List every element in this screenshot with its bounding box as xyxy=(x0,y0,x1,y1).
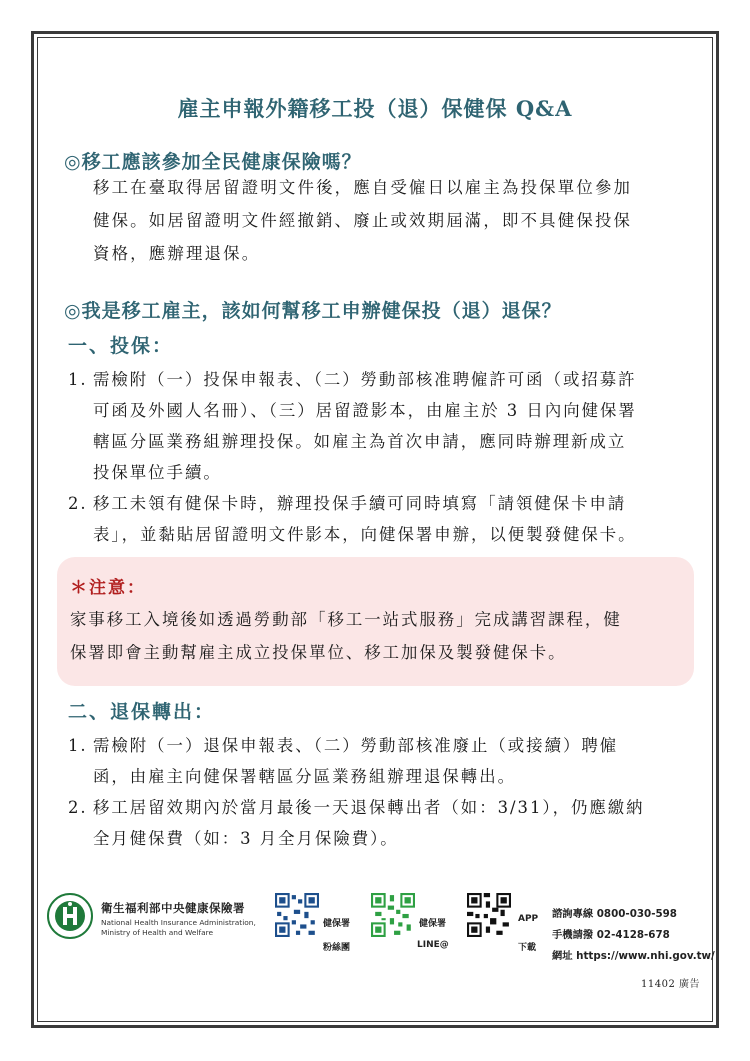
org-name-en xyxy=(101,918,256,938)
question-1-heading: ◎移工應該參加全民健康保險嗎？ xyxy=(64,151,362,173)
text-line: 函，由雇主向健保署轄區分區業務組辦理退保轉出。 xyxy=(93,767,516,786)
enroll-heading: 一、投保： xyxy=(68,335,174,357)
answer-1-paragraph xyxy=(93,171,693,270)
footer xyxy=(47,888,715,998)
hotline-text: 諮詢專線 0800-030-598 xyxy=(552,908,677,920)
qr-code-line-icon[interactable] xyxy=(371,893,415,937)
text-line: 保署即會主動幫雇主成立投保單位、移工加保及製發健保卡。 xyxy=(70,643,567,662)
qr-label-line1: APP xyxy=(518,914,539,924)
note-body xyxy=(70,603,690,669)
list-item xyxy=(68,792,688,854)
question-2-heading: ◎我是移工雇主，該如何幫移工申辦健保投（退）退保？ xyxy=(64,300,562,322)
list-item-number: 2. xyxy=(68,494,88,513)
qr-label-line2: 粉絲團 xyxy=(323,943,351,953)
text-line: 移工居留效期內於當月最後一天退保轉出者（如：3/31），仍應繳納 xyxy=(93,798,645,817)
text-line: 全月健保費（如：3 月全月保險費）。 xyxy=(93,829,399,848)
enroll-list xyxy=(68,364,688,550)
qr-label-line2: 下載 xyxy=(518,943,537,953)
text-line: 轄區分區業務組辦理投保。如雇主為首次申請，應同時辦理新成立 xyxy=(93,432,627,451)
page-title: 雇主申報外籍移工投（退）保健保 Q&A xyxy=(177,96,573,121)
list-item xyxy=(68,730,688,792)
nhi-logo-icon xyxy=(47,893,93,939)
qr-code-app-icon[interactable] xyxy=(467,893,511,937)
text-line: 需檢附（一）退保申報表、（二）勞動部核准廢止（或接續）聘僱 xyxy=(93,736,619,755)
qr-label-line1: 健保署 xyxy=(323,919,351,929)
withdraw-heading: 二、退保轉出： xyxy=(68,701,216,723)
text-line: 需檢附（一）投保申報表、（二）勞動部核准聘僱許可函（或招募許 xyxy=(93,370,637,389)
org-name-block xyxy=(101,900,256,938)
text-line: 移工在臺取得居留證明文件後，應自受僱日以雇主為投保單位參加 xyxy=(93,178,633,197)
list-item-number: 1. xyxy=(68,736,88,755)
website-link[interactable]: 網址 https://www.nhi.gov.tw/ xyxy=(552,950,715,962)
withdraw-list xyxy=(68,730,688,854)
list-item xyxy=(68,488,688,550)
qr-code-facebook-icon[interactable] xyxy=(275,893,319,937)
text-line: 健保。如居留證明文件經撤銷、廢止或效期屆滿，即不具健保投保 xyxy=(93,211,633,230)
list-item-number: 2. xyxy=(68,798,88,817)
text-line: 表」，並黏貼居留證明文件影本，向健保署申辦，以便製發健保卡。 xyxy=(93,525,637,544)
note-title: ＊注意： xyxy=(70,578,146,598)
qr-label-line1: 健保署 xyxy=(419,919,447,929)
text-line: 家事移工入境後如透過勞動部「移工一站式服務」完成講習課程，健 xyxy=(70,610,622,629)
text-line: 移工未領有健保卡時，辦理投保手續可同時填寫「請領健保卡申請 xyxy=(93,494,627,513)
org-name-zh: 衛生福利部中央健康保險署 xyxy=(101,901,245,915)
qr-label-line2: LINE@ xyxy=(417,940,449,950)
contact-info xyxy=(552,904,715,967)
ad-code: 11402 廣告 xyxy=(641,979,700,990)
list-item-number: 1. xyxy=(68,370,88,389)
text-line: 投保單位手續。 xyxy=(93,463,222,482)
list-item xyxy=(68,364,688,488)
mobile-hotline-text: 手機請撥 02-4128-678 xyxy=(552,929,670,941)
text-line: 資格，應辦理退保。 xyxy=(93,244,261,263)
org-name-en-line: National Health Insurance Administration, xyxy=(101,918,256,927)
org-name-en-line: Ministry of Health and Welfare xyxy=(101,928,214,937)
text-line: 可函及外國人名冊）、（三）居留證影本，由雇主於 3 日內向健保署 xyxy=(93,401,637,420)
